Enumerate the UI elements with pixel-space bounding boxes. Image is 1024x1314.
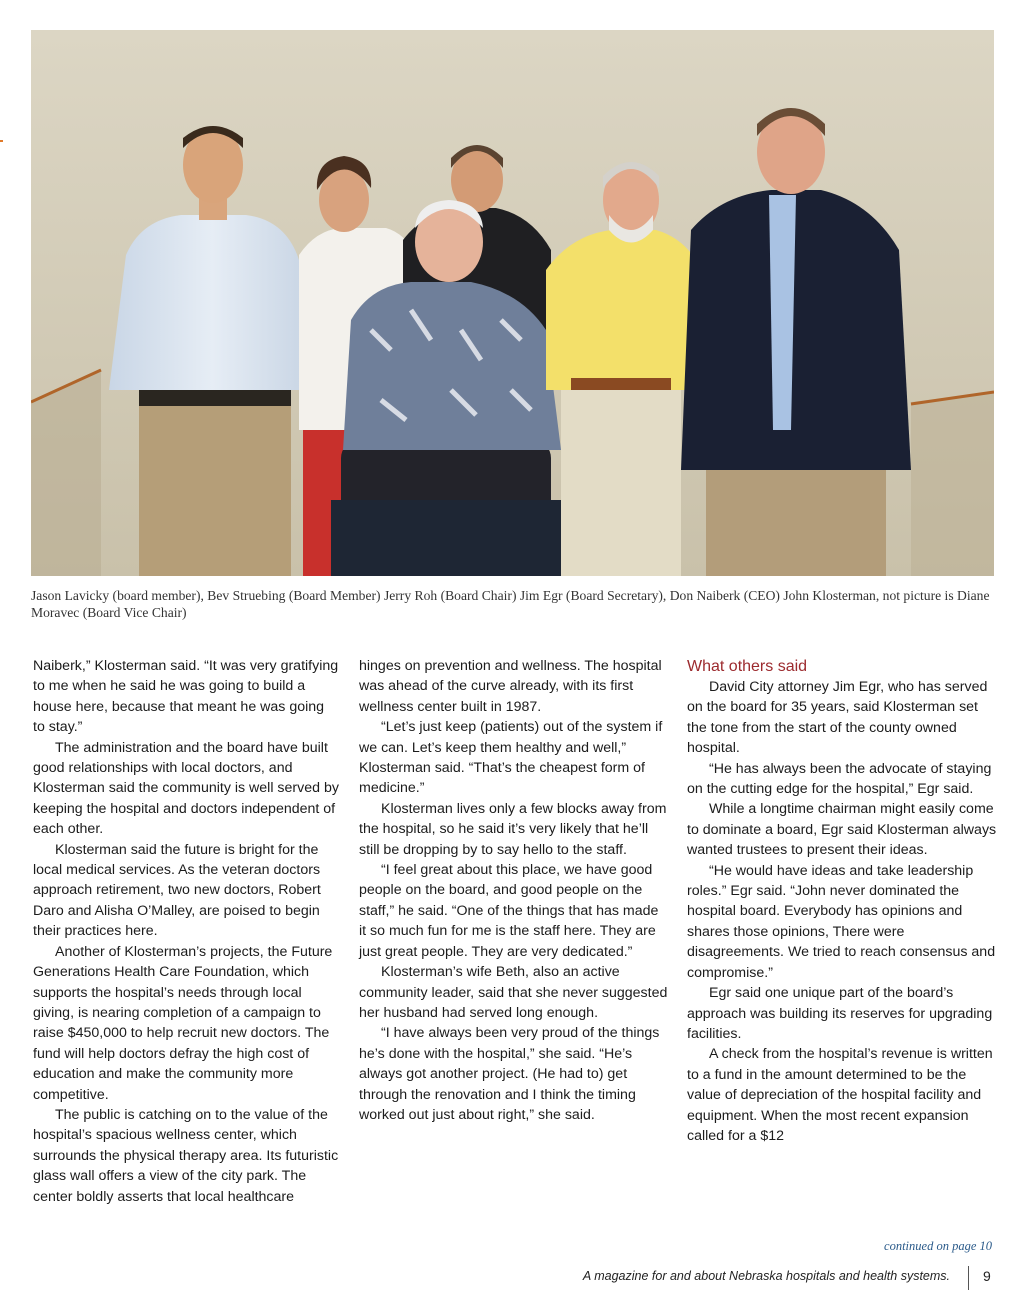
paragraph: David City attorney Jim Egr, who has served on the board for 35 years, said Klosterman set the tone from the start of the county owned hospital. <box>687 679 988 757</box>
paragraph: Klosterman said the future is bright for the local medical services. As the veteran doctors approach retirement, two new doctors, Robert Daro and Alisha O’Malley, are poised to begin their practices here. <box>33 841 321 940</box>
board-group-photo <box>31 30 994 576</box>
paragraph: Egr said one unique part of the board’s approach was building its reserves for upgrading facilities. <box>687 985 993 1042</box>
magazine-tagline: A magazine for and about Nebraska hospitals and health systems. <box>582 1269 950 1283</box>
paragraph: “I have always been very proud of the things he’s done with the hospital,” she said. “He’s always got another project. (He had to) get through the renovation and I think the timing worked out just about right,” she said. <box>359 1025 660 1123</box>
paragraph: “Let’s just keep (patients) out of the system if we can. Let’s keep them healthy and well,” Klosterman said. “That’s the cheapest form of medicine.” <box>359 719 663 797</box>
section-heading: What others said <box>687 658 808 675</box>
continued-on-page-link[interactable]: continued on page 10 <box>884 1239 992 1253</box>
orange-accent-mark <box>0 140 3 142</box>
article-column-middle <box>359 656 669 1125</box>
paragraph: Another of Klosterman’s projects, the Future Generations Health Care Foundation, which supports the hospital’s needs through local giving, is nearing completion of a campaign to raise $450,000 to help recruit new doctors. The fund will help doctors defray the high cost of education and make the community more competitive. <box>33 943 333 1103</box>
paragraph: “He has always been the advocate of staying on the cutting edge for the hospital,” Egr said. <box>687 760 992 798</box>
article-column-right <box>687 656 997 1146</box>
paragraph: Naiberk,” Klosterman said. “It was very gratifying to me when he said he was going to build a house here, because that meant he was going to stay.” <box>33 658 339 736</box>
page-footer <box>0 1266 1024 1290</box>
photo-caption: Jason Lavicky (board member), Bev Struebing (Board Member) Jerry Roh (Board Chair) Jim Egr (Board Secretary), Don Naiberk (CEO) John Klosterman, not picture is Diane Moravec (Board Vice Chair) <box>31 588 990 620</box>
paragraph: Klosterman’s wife Beth, also an active community leader, said that she never suggested her husband had served long enough. <box>359 964 668 1021</box>
paragraph: “He would have ideas and take leadership roles.” Egr said. “John never dominated the hospital board. Everybody has opinions and shares those opinions, There were disagreements. We tried to reach consensus and compromise.” <box>687 862 996 981</box>
page-number: 9 <box>983 1268 991 1284</box>
article-column-left <box>33 656 339 1207</box>
paragraph: While a longtime chairman might easily come to dominate a board, Egr said Klosterman always wanted trustees to present their ideas. <box>687 801 997 859</box>
footer-divider <box>968 1266 969 1290</box>
paragraph: The public is catching on to the value of the hospital’s spacious wellness center, which surrounds the physical therapy area. Its futuristic glass wall offers a view of the city park. The center boldly asserts that local healthcare <box>33 1106 339 1205</box>
paragraph: hinges on prevention and wellness. The hospital was ahead of the curve already, with its first wellness center built in 1987. <box>359 658 662 715</box>
paragraph: Klosterman lives only a few blocks away from the hospital, so he said it’s very likely that he’ll still be dropping by to say hello to the staff. <box>359 800 667 858</box>
paragraph: A check from the hospital’s revenue is written to a fund in the amount determined to be the value of depreciation of the hospital facility and equipment. When the most recent expansion called for a $12 <box>687 1046 993 1144</box>
paragraph: “I feel great about this place, we have good people on the board, and good people on the staff,” he said. “One of the things that has made it so much fun for me is the staff here. They are just great people. They are very dedicated.” <box>359 862 659 960</box>
paragraph: The administration and the board have built good relationships with local doctors, and Klosterman said the community is well served by keeping the hospital and doctors independent of each other. <box>33 739 339 838</box>
